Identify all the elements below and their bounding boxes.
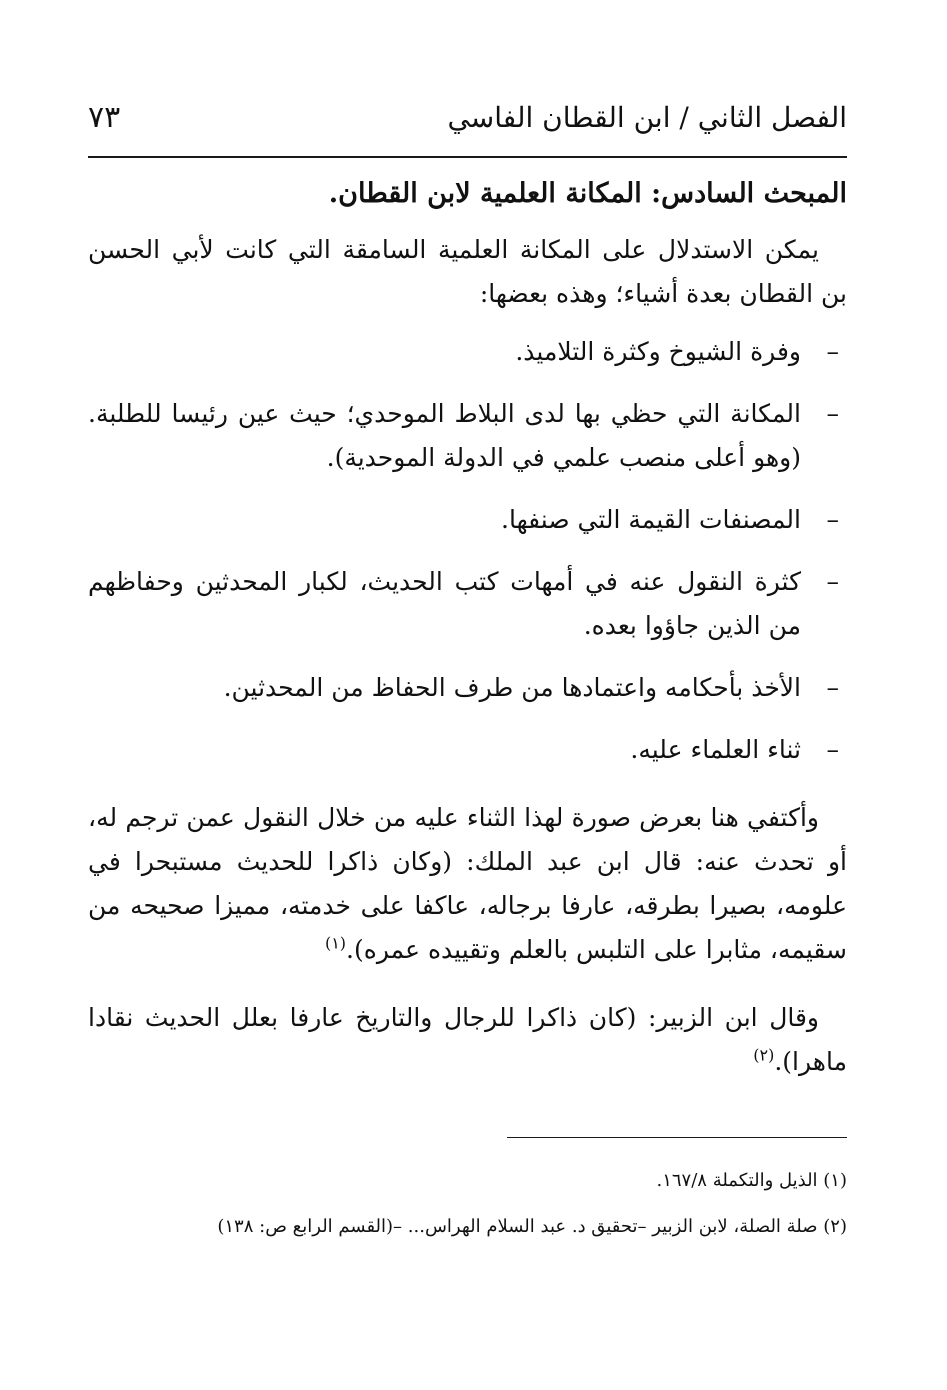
list-dash: – [826,735,839,764]
list-dash: – [826,673,839,702]
footnote-2: (٢) صلة الصلة، لابن الزبير –تحقيق د. عبد السلام الهراس... –(القسم الرابع ص: ١٣٨) [217,1216,847,1237]
evidence-list [88,330,847,772]
list-item [88,666,847,710]
footnote-1: (١) الذيل والتكملة ١٦٧/٨. [656,1170,847,1191]
list-item [88,728,847,772]
header-divider [88,156,847,158]
praise-paragraph-text: وأكتفي هنا بعرض صورة لهذا الثناء عليه من خلال النقول عمن ترجم له، أو تحدث عنه: قال ابن عبد الملك: (وكان ذاكرا للحديث مستبحرا في علومه، بصيرا بطرقه، عارفا برجاله، عاكفا على خدمته، مميزا صحيحه من سقيمه، مثابرا على التلبس بالعلم وتقييده عمره). [88,803,847,964]
list-item [88,392,847,480]
praise-paragraph [88,796,847,972]
list-item [88,498,847,542]
list-item-text: المكانة التي حظي بها لدى البلاط الموحدي؛ حيث عين رئيسا للطلبة. (وهو أعلى منصب علمي في الدولة الموحدية). [88,399,801,472]
list-item-text: الأخذ بأحكامه واعتمادها من طرف الحفاظ من المحدثين. [223,673,801,702]
list-item-text: المصنفات القيمة التي صنفها. [501,505,801,534]
footnote-reference-2[interactable]: (٢) [753,1045,775,1065]
footnote-reference-1[interactable]: (١) [324,933,347,953]
footnote-divider [507,1137,847,1138]
list-dash: – [826,567,839,596]
zubayr-paragraph-text: وقال ابن الزبير: (كان ذاكرا للرجال والتاريخ عارفا بعلل الحديث نقادا ماهرا). [88,1003,847,1076]
zubayr-paragraph [88,996,847,1084]
list-dash: – [826,399,839,428]
list-item-text: وفرة الشيوخ وكثرة التلاميذ. [515,337,801,366]
page-header [88,96,847,148]
list-item-text: ثناء العلماء عليه. [630,735,801,764]
list-item [88,560,847,648]
page-number: ٧٣ [88,100,121,135]
list-item [88,330,847,374]
list-dash: – [826,505,839,534]
list-dash: – [826,337,839,366]
list-item-text: كثرة النقول عنه في أمهات كتب الحديث، لكبار المحدثين وحفاظهم من الذين جاؤوا بعده. [88,567,801,640]
main-text [88,172,847,1084]
footnotes [88,1162,847,1254]
intro-paragraph: يمكن الاستدلال على المكانة العلمية السامقة التي كانت لأبي الحسن بن القطان بعدة أشياء؛ وهذه بعضها: [88,235,847,308]
running-title: الفصل الثاني / ابن القطان الفاسي [447,101,847,134]
section-heading: المبحث السادس: المكانة العلمية لابن القطان. [328,178,847,209]
